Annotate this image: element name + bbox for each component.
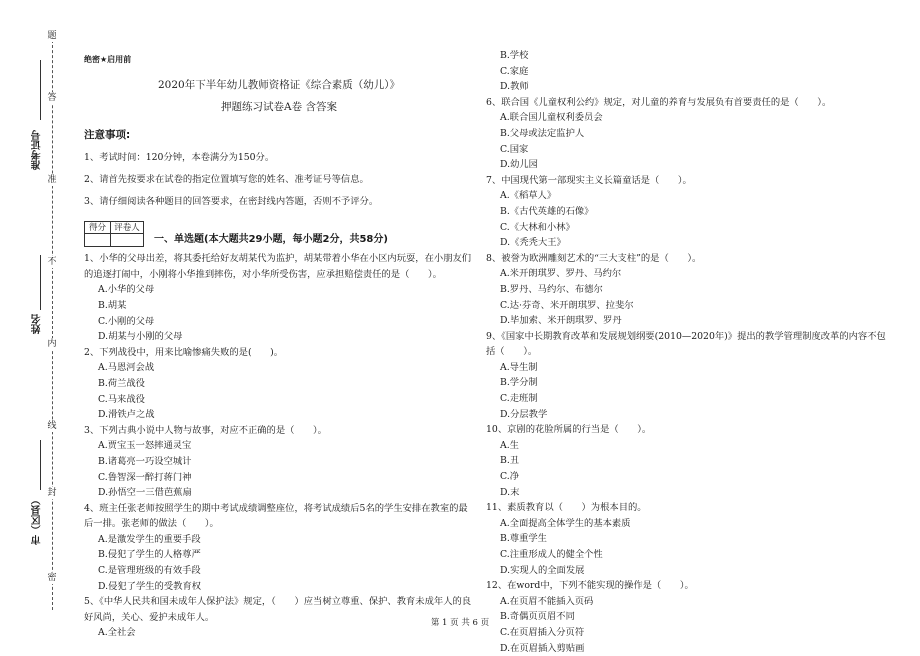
answer-option: A.米开朗琪罗、罗丹、马约尔: [500, 268, 622, 280]
answer-option: C.是管理班级的有效手段: [98, 565, 201, 577]
answer-option: A.导生制: [500, 361, 538, 373]
answer-option: D.分层教学: [500, 408, 548, 420]
notice-item: 2、请首先按要求在试卷的指定位置填写您的姓名、准考证号等信息。: [84, 174, 369, 186]
seal-char: 题: [47, 31, 57, 41]
answer-option: B.罗丹、马约尔、布德尔: [500, 283, 603, 295]
grader-cell: [111, 234, 143, 246]
answer-option: D.侵犯了学生的受教育权: [98, 580, 202, 592]
question-item: [486, 422, 886, 500]
name-blank: [40, 255, 41, 310]
notice-item: 1、考试时间：120分钟，本卷满分为150分。: [84, 152, 275, 164]
section-title: 一、单选题(本大题共29小题，每小题2分，共58分): [154, 233, 388, 245]
question-item: [486, 251, 886, 329]
answer-option: C.注重形成人的健全个性: [500, 549, 603, 560]
answer-option: D.在页眉插入剪贴画: [500, 642, 585, 654]
answer-option: A.《稻草人》: [500, 190, 557, 202]
section-header: [84, 221, 474, 247]
answer-option: B.学校: [500, 50, 529, 61]
answer-option: D.滑铁卢之战: [98, 409, 155, 421]
exam-title-line2: 押题练习试卷A卷 含答案: [221, 100, 337, 113]
answer-option: C.《大林和小林》: [500, 221, 575, 233]
answer-option: B.侵犯了学生的人格尊严: [98, 549, 201, 561]
answer-option: B.诸葛亮一巧设空城计: [98, 455, 192, 467]
question-continuation: [486, 48, 886, 95]
answer-option: A.联合国儿童权利委员会: [500, 112, 603, 124]
question-stem: 9、《国家中长期教育改革和发展规划纲要(2010—2020年)》提出的教学管理制度改革的内容不包括（ ）。: [486, 330, 886, 358]
notice-item: 3、请仔细阅读各种题目的回答要求，在密封线内答题，否则不予评分。: [84, 196, 379, 208]
answer-option: A.是激发学生的重要手段: [98, 533, 201, 545]
seal-char: 线: [47, 421, 57, 431]
answer-option: A.小华的父母: [98, 284, 155, 296]
answer-option: C.走班制: [500, 393, 538, 405]
answer-option: A.生: [500, 439, 519, 451]
score-box: [84, 221, 144, 247]
answer-option: B.学分制: [500, 377, 538, 389]
answer-option: D.《秃秃大王》: [500, 237, 566, 249]
answer-option: C.家庭: [500, 65, 529, 77]
seal-char: 密: [47, 573, 57, 583]
question-list: [84, 251, 474, 641]
question-item: [84, 423, 474, 501]
question-stem: 10、京剧的花脸所属的行当是（ ）。: [486, 424, 652, 436]
answer-option: B.父母或法定监护人: [500, 127, 585, 139]
answer-option: D.幼儿园: [500, 159, 538, 171]
question-item: [486, 173, 886, 251]
page-footer: 第 1 页 共 6 页: [430, 618, 490, 628]
question-stem: 6、联合国《儿童权利公约》规定，对儿童的养育与发展负有首要责任的是（ ）。: [486, 96, 832, 108]
answer-option: B.《古代英雄的石像》: [500, 205, 594, 217]
notice-heading: 注意事项:: [84, 128, 131, 141]
answer-option: A.贾宝玉一怒摔通灵宝: [98, 440, 192, 452]
question-stem: 4、班主任张老师按照学生的期中考试成绩调整座位，将考试成绩后5名的学生安排在教室的最后一排。张老师的做法（ ）。: [84, 502, 468, 530]
answer-option: C.马来战役: [98, 393, 145, 405]
answer-option: A.马恩河会战: [98, 362, 155, 374]
seal-char: 封: [47, 488, 57, 498]
seal-char: 答: [47, 93, 57, 103]
answer-option: C.鲁智深一醉打蒋门神: [98, 471, 192, 483]
question-stem: 7、中国现代第一部现实主义长篇童话是（ ）。: [486, 174, 692, 186]
seal-char: 准: [47, 175, 57, 185]
answer-option: D.毕加索、米开朗琪罗、罗丹: [500, 315, 622, 327]
answer-option: B.荷兰战役: [98, 377, 145, 389]
seal-char: 内: [47, 339, 57, 349]
district-label: 市（区县）: [32, 495, 43, 545]
answer-option: A.在页眉不能插入页码: [500, 595, 594, 607]
grader-label: 评卷人: [111, 222, 143, 234]
answer-option: C.达·芬奇、米开朗琪罗、拉斐尔: [500, 299, 634, 311]
answer-option: D.胡某与小刚的父母: [98, 331, 183, 343]
seal-line: [52, 30, 53, 610]
answer-option: D.实现人的全面发展: [500, 564, 585, 576]
question-item: [84, 345, 474, 423]
exam-number-label: 准考证号: [32, 130, 43, 170]
question-stem: 5、《中华人民共和国未成年人保护法》规定，（ ）应当树立尊重、保护、教育未成年人的良好风尚，关心、爱护未成年人。: [84, 596, 472, 623]
score-label: 得分: [85, 222, 111, 234]
answer-option: B.尊重学生: [500, 533, 547, 545]
answer-option: D.教师: [500, 81, 529, 93]
question-stem: 12、在word中，下列不能实现的操作是（ ）。: [486, 580, 694, 592]
question-stem: 2、下列战役中，用来比喻惨痛失败的是( )。: [84, 346, 284, 358]
seal-char: 不: [47, 257, 57, 267]
exam-number-blank: [40, 60, 41, 120]
answer-option: D.末: [500, 486, 520, 498]
answer-option: B.奇偶页页眉不同: [500, 611, 575, 623]
question-stem: 8、被誉为欧洲雕刻艺术的“三大支柱”的是（ ）。: [486, 252, 702, 264]
question-stem: 1、小华的父母出差，将其委托给好友胡某代为监护，胡某带着小华在小区内玩耍，在小朋友们的追逐打闹中，小刚将小华推到摔伤，对小华所受伤害，应承担赔偿责任的是（ ）。: [84, 253, 472, 280]
question-item: [486, 95, 886, 173]
district-blank: [40, 440, 41, 490]
answer-option: B.丑: [500, 455, 520, 467]
right-column: [486, 48, 886, 656]
answer-option: C.在页眉插入分页符: [500, 626, 585, 638]
question-item: [84, 251, 474, 345]
question-item: [486, 329, 886, 423]
answer-option: C.净: [500, 471, 520, 483]
exam-title-line1: 2020年下半年幼儿教师资格证《综合素质（幼儿）》: [158, 78, 400, 91]
answer-option: C.小刚的父母: [98, 315, 155, 327]
score-cell: [85, 234, 111, 246]
answer-option: A.全社会: [98, 627, 136, 639]
question-stem: 3、下列古典小说中人物与故事，对应不正确的是（ ）。: [84, 424, 327, 436]
question-item: [84, 501, 474, 595]
answer-option: A.全面提高全体学生的基本素质: [500, 517, 631, 529]
name-label: 姓名: [32, 314, 43, 334]
answer-option: C.国家: [500, 143, 529, 155]
secret-mark: 绝密★启用前: [84, 55, 132, 64]
question-list: [486, 95, 886, 656]
answer-option: D.孙悟空一三借芭蕉扇: [98, 487, 192, 499]
question-item: [486, 500, 886, 578]
binding-margin: [0, 0, 70, 650]
question-stem: 11、素质教育以（ ）为根本目的。: [486, 502, 647, 514]
left-column: [84, 52, 474, 641]
answer-option: B.胡某: [98, 299, 127, 311]
